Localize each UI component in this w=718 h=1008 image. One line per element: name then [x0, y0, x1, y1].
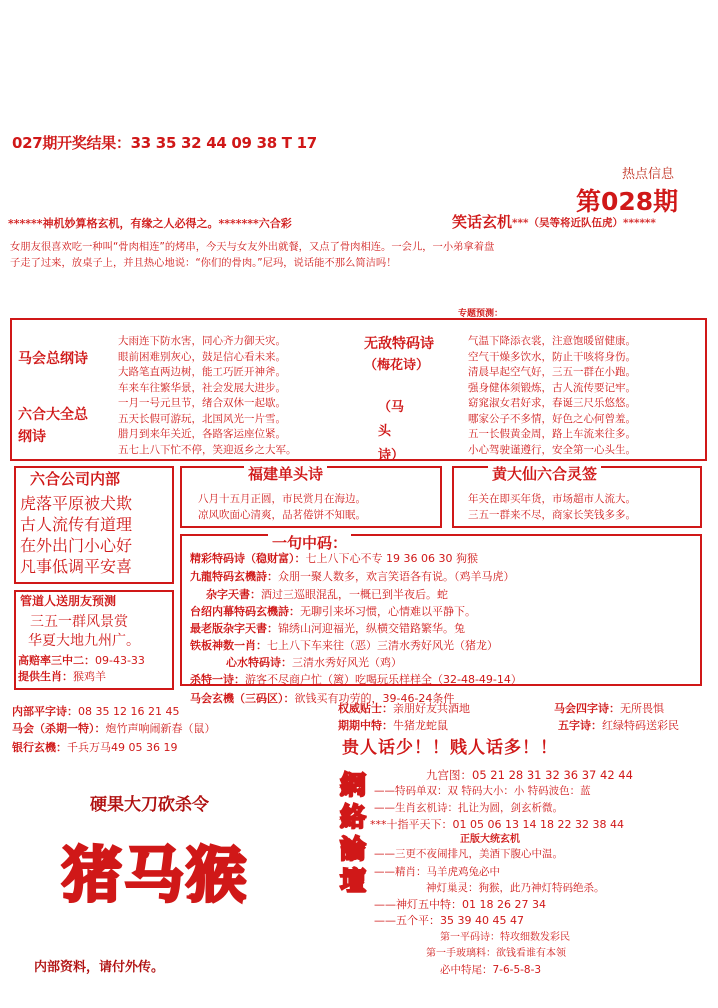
row-value: 三清水秀好风光（鸡） [292, 656, 402, 669]
poem-a-line: 眼前困难别灰心，鼓足信心看未来。 [118, 350, 286, 363]
high-rate [18, 654, 145, 668]
post-value: 亲朋好友共酒地 [393, 702, 470, 715]
result-line: 027期开奖结果：33 35 32 44 09 38 T 17 [12, 134, 317, 152]
fujian-title: 福建单头诗 [244, 463, 327, 484]
right-row: ——精肖：马羊虎鸡兔必中 [374, 866, 500, 878]
left-title: 马会总纲诗 [18, 351, 88, 367]
five-label: 五字诗： [558, 719, 602, 732]
five-row [558, 717, 679, 733]
left-title-2: 六合大全总纲诗 [18, 407, 88, 445]
huang-line-2: 三五一群来不尽，商家长笑钱多多。 [468, 509, 636, 521]
company-lines [20, 493, 132, 577]
horse-row [12, 720, 216, 736]
row-label: 马会玄機（三码区）： [190, 692, 295, 705]
guide-line-2: 华夏大地九州广。 [28, 633, 140, 649]
provider-label: 提供生肖： [18, 670, 73, 683]
right-row: 正版大统玄机 [460, 834, 520, 845]
right-row: 第一手玻璃料：欲钱看谁有本领 [426, 948, 566, 959]
joke-line-2: 子走了过来，放桌子上，并且热心地说：“你们的骨肉。”尼玛，说话能不那么简洁吗！ [10, 257, 397, 269]
right-row: ——五个平：35 39 40 45 47 [374, 914, 524, 927]
one-row [206, 586, 448, 602]
guide-line-1: 三五一群风景赏 [30, 614, 128, 630]
one-row [190, 637, 498, 653]
row-value: 欲钱买有功劳的，39-46-24条件 [294, 692, 455, 705]
poem-a-line: 一月一号元旦节，绪合双休一起歇。 [118, 397, 286, 409]
mid-value: 牛猪龙蛇鼠 [393, 719, 448, 732]
row-value: 游客不尽商户忙（篱）吃喝玩乐样样全（32-48-49-14） [245, 673, 522, 686]
one-row [190, 620, 465, 636]
right-row: 神灯巢灵：狗猴，此乃神灯特码绝杀。 [426, 882, 605, 894]
mid-sub: （梅花诗） [364, 358, 430, 373]
right-row: ——特码单双：双 特码大小：小 特码波色：蓝 [374, 785, 591, 797]
bank-value: 千兵万马49 05 36 19 [67, 741, 178, 754]
right-row: 必中特尾：7-6-5-8-3 [440, 964, 542, 976]
row-value: 七上八下车来往（恶）三清水秀好风光（猪龙） [267, 639, 498, 652]
poem-b-line: 哪家公子不多情，好色之心何曾羞。 [468, 412, 636, 425]
row-value: 无聊引来坏习惯，心情难以平静下。 [300, 605, 476, 618]
forecast-label: 专题预测： [458, 309, 504, 319]
info-tag: 热点信息 [622, 167, 675, 182]
right-row: ——生肖玄机诗：扎让为圆，剑玄析微。 [374, 802, 563, 814]
row-label: 铁板神数一肖： [190, 639, 267, 652]
four-row [554, 700, 664, 716]
high-rate-label: 高赔率三中二： [18, 654, 95, 667]
provider-value: 猴鸡羊 [73, 670, 106, 683]
banner-right-sub: ***（吴等将近队伍虎）****** [512, 217, 656, 229]
right-row: 九宫图：05 21 28 31 32 36 37 42 44 [426, 768, 633, 782]
row-value: 锦绣山河迎福光，纵横交错路繁华。兔 [278, 622, 465, 635]
one-row [190, 671, 522, 687]
company-line: 古人流传有道理 [20, 515, 133, 534]
poem-b-line: 空气干燥多饮水，防止干咳将身伤。 [468, 350, 636, 363]
huang-title: 黄大仙六合灵签 [488, 463, 601, 484]
high-rate-value: 09-43-33 [95, 654, 145, 667]
slogan: 贵人话少！！贱人话多！！ [342, 738, 558, 758]
row-value: 酒过三巡眼混乱，一概已到半夜后。蛇 [261, 588, 448, 601]
company-line: 在外出门小心好 [20, 536, 133, 555]
fujian-line-1: 八月十五月正圆，市民赏月在海边。 [198, 493, 366, 505]
poem-a-line: 大雨连下防水害，同心齐力御天灾。 [118, 335, 286, 347]
mid-title: 无敌特码诗 [364, 336, 434, 352]
one-row [190, 603, 476, 619]
kill-order: 硬果大刀砍杀令 [90, 795, 209, 815]
joke-line-1: 女朋友很喜欢吃一种叫“骨肉相连”的烤串，今天与女友外出就餐，又点了骨肉相连。一会儿，一小弟拿着盘 [10, 241, 495, 253]
poem-b-line: 清晨早起空气好，三五一群在小跑。 [468, 366, 636, 378]
banner-right-title: 笑话玄机 [452, 213, 513, 231]
four-label: 马会四字诗： [554, 702, 620, 715]
big-zodiac: 猪马猴 [62, 841, 248, 911]
company-title: 六合公司内部 [30, 470, 121, 488]
poem-a-line: 大路笔直两边树，能工巧匠开神斧。 [118, 366, 286, 378]
row-label: 最老版杂字天書： [190, 622, 278, 635]
poem-b-line: 五一长假黄金周，路上车流来往多。 [468, 428, 636, 440]
bank-label: 银行玄機： [12, 741, 67, 754]
inner-value: 08 35 12 16 21 45 [78, 705, 180, 718]
inner-row [12, 703, 179, 719]
post-label: 权威贴士： [338, 702, 393, 715]
one-row [190, 568, 515, 584]
five-value: 红绿特码送彩民 [602, 719, 679, 732]
company-line: 凡事低调平安喜 [20, 557, 133, 576]
provider [18, 670, 106, 684]
post-row [338, 700, 470, 716]
horse-value: 炮竹声响闹新春（鼠） [105, 722, 216, 735]
row-value: 七上八下心不专 19 36 06 30 狗猴 [305, 552, 478, 565]
row-label: 精彩特码诗（稳财富）： [190, 552, 306, 565]
inner-label: 内部平字诗： [12, 705, 78, 718]
row-label: 杀特一诗： [190, 673, 245, 686]
banner-left: ******神机妙算格玄机，有缘之人必得之。*******六合彩 [8, 217, 292, 230]
row-label: 九龍特码玄機詩： [190, 570, 278, 583]
one-row [226, 654, 402, 670]
mid-label: 期期中特： [338, 719, 393, 732]
huang-line-1: 年关在即买年货，市场超市人流大。 [468, 493, 636, 505]
four-value: 无所畏惧 [620, 702, 664, 715]
mid-sub-2: （马头诗） [378, 400, 405, 463]
one-sentence-title: 一句中码： [268, 532, 351, 553]
bank-row [12, 739, 177, 755]
poem-a-line: 五七上八下忙不停，笑迎返乡之大军。 [118, 443, 297, 456]
mid-row [338, 717, 448, 733]
poem-b-line: 小心驾驶谨遵行，安全第一心头生。 [468, 443, 636, 456]
row-label: 台绍内幕特码玄機詩： [190, 605, 300, 618]
web-forum-title: 網絡論壇 [340, 771, 367, 897]
guide-title: 管道人送朋友预测 [20, 594, 117, 608]
issue-number: 第028期 [576, 187, 679, 216]
poem-b-line: 强身健体须锻炼，古人流传要记牢。 [468, 381, 636, 394]
poem-a [118, 334, 297, 458]
poem-a-line: 五天长假可游玩，北国风光一片雪。 [118, 412, 286, 425]
poem-b-line: 气温下降添衣裳，注意饱暖留健康。 [468, 335, 636, 347]
right-row: ——神灯五中特：01 18 26 27 34 [374, 898, 546, 911]
company-line: 虎落平原被犬欺 [20, 494, 133, 513]
right-row: 第一平码诗：特攻细数发彩民 [440, 932, 570, 943]
right-row: ——三更不夜闹排凡，美酒下腹心中温。 [374, 848, 563, 860]
poem-b [468, 334, 636, 458]
one-row [190, 550, 478, 566]
right-row: ***十指平天下：01 05 06 13 14 18 22 32 38 44 [370, 818, 624, 831]
row-label: 杂字天書： [206, 588, 261, 601]
horse-label: 马会（杀期一特）： [12, 722, 106, 735]
fujian-line-2: 凉风吹面心清爽，品茗倦饼不知眠。 [198, 509, 366, 521]
poem-b-line: 窈窕淑女君好求，春诞三尺乐悠悠。 [468, 397, 636, 409]
row-value: 众朋一聚人数多，欢言笑语各有说。（鸡羊马虎） [278, 570, 515, 583]
poem-a-line: 车来车往繁华景，社会发展大进步。 [118, 381, 286, 394]
poem-a-line: 腊月到来年关近，各路客运座位紧。 [118, 428, 286, 440]
row-label: 心水特码诗： [226, 656, 292, 669]
inside-note: 内部资料，请付外传。 [34, 960, 165, 975]
